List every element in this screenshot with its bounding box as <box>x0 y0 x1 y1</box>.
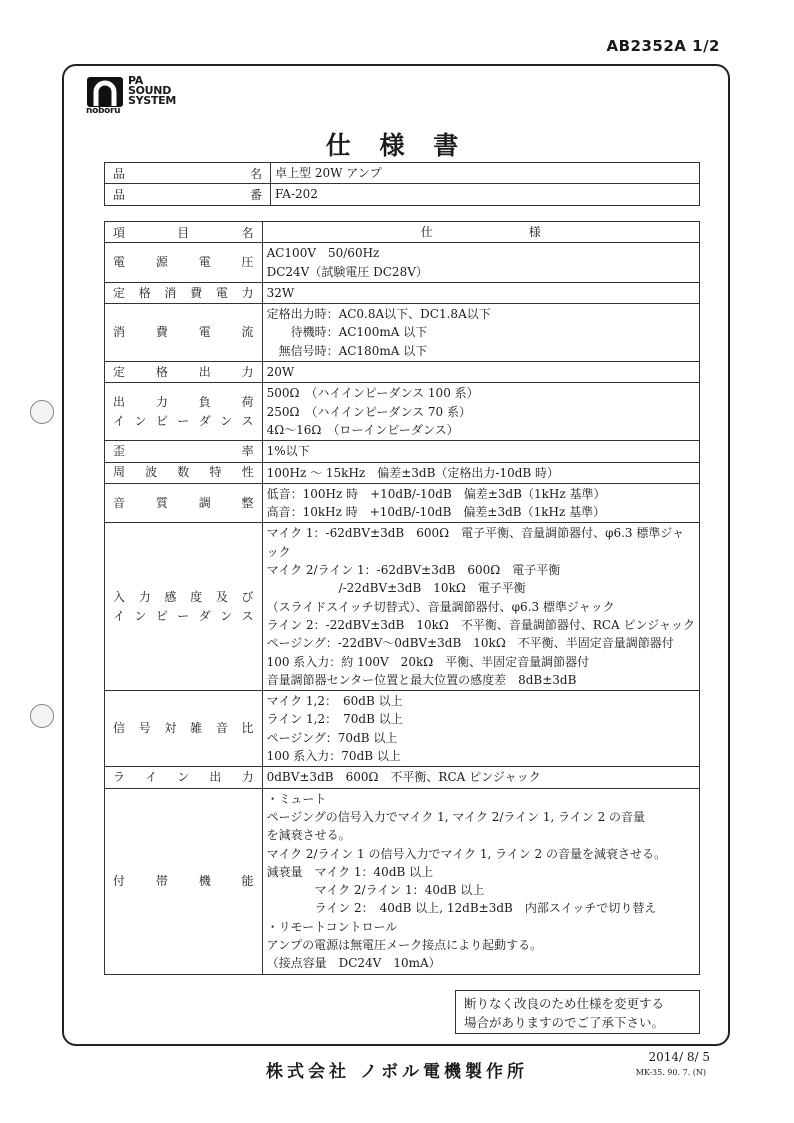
notice-line: 断りなく改良のため仕様を変更する <box>464 996 665 1011</box>
spec-value <box>262 691 699 767</box>
spec-value-line: ライン 2：-22dBV±3dB 10kΩ 不平衡、音量調節器付、RCA ピンジャック <box>266 617 695 632</box>
spec-value-line: ライン 1,2： 70dB 以上 <box>266 712 403 727</box>
spec-value-line: ページング：70dB 以上 <box>266 730 398 745</box>
spec-value-line: /-22dBV±3dB 10kΩ 電子平衡 <box>266 581 526 596</box>
spec-row <box>105 691 700 767</box>
spec-value-line: ライン 2： 40dB 以上, 12dB±3dB 内部スイッチで切り替え <box>266 901 657 916</box>
binder-hole <box>30 400 54 424</box>
spec-row <box>105 282 700 303</box>
logo-brand-text <box>128 76 176 106</box>
spec-value <box>262 462 699 483</box>
spec-value-line: 高音：10kHz 時 +10dB/-10dB 偏差±3dB（1kHz 基準） <box>266 505 606 520</box>
spec-value-line: （接点容量 DC24V 10mA） <box>266 956 441 971</box>
spec-value-line: 音量調節器センター位置と最大位置の感度差 8dB±3dB <box>266 672 577 687</box>
spec-label: 定 格 消 費 電 力 <box>105 282 263 303</box>
document-number: AB2352A 1/2 <box>606 37 720 55</box>
spec-value <box>262 767 699 788</box>
spec-label: 付 帯 機 能 <box>105 788 263 974</box>
spec-value-line: ページングの信号入力でマイク 1, マイク 2/ライン 1, ライン 2 の音量 <box>266 809 646 824</box>
issue-date: 2014/ 8/ 5 <box>648 1050 710 1064</box>
spec-row <box>105 383 700 441</box>
spec-table <box>104 221 700 975</box>
spec-row <box>105 362 700 383</box>
binder-hole <box>30 704 54 728</box>
product-row <box>105 163 700 184</box>
logo-line: PA <box>128 74 143 87</box>
spec-value-line: AC100V 50/60Hz <box>266 246 380 261</box>
spec-value-line: 減衰量 マイク 1：40dB 以上 <box>266 864 434 879</box>
spec-label: 入 力 感 度 及 び イ ン ピ ー ダ ン ス <box>105 523 263 691</box>
spec-value <box>262 243 699 283</box>
spec-value-line: 1%以下 <box>266 444 310 459</box>
spec-value-line: 待機時：AC100mA 以下 <box>266 325 428 340</box>
product-row <box>105 184 700 205</box>
spec-value-line: 無信号時：AC180mA 以下 <box>266 343 428 358</box>
spec-value-line: ・ミュート <box>266 791 327 806</box>
spec-value-line: 低音：100Hz 時 +10dB/-10dB 偏差±3dB（1kHz 基準） <box>266 486 606 501</box>
spec-value-line: マイク 2/ライン 1：40dB 以上 <box>266 883 485 898</box>
spec-value-line: アンプの電源は無電圧メーク接点により起動する。 <box>266 937 543 952</box>
spec-value <box>262 523 699 691</box>
spec-row <box>105 243 700 283</box>
spec-value-line: 100 系入力：約 100V 20kΩ 平衡、半固定音量調節器付 <box>266 654 590 669</box>
spec-row <box>105 483 700 523</box>
spec-label: 定 格 出 力 <box>105 362 263 383</box>
form-code: MK-35. 90. 7. (N) <box>635 1068 706 1077</box>
product-label: 品 名 <box>105 163 271 184</box>
spec-value <box>262 304 699 362</box>
spec-label: 消 費 電 流 <box>105 304 263 362</box>
spec-value-line: 500Ω （ハイインピーダンス 100 系） <box>266 386 479 401</box>
spec-value-line: ック <box>266 544 291 559</box>
spec-label: 電 源 電 圧 <box>105 243 263 283</box>
spec-label: 音 質 調 整 <box>105 483 263 523</box>
spec-row <box>105 304 700 362</box>
spec-row <box>105 523 700 691</box>
logo-subtext: noboru <box>86 106 121 116</box>
spec-value <box>262 383 699 441</box>
spec-value <box>262 362 699 383</box>
spec-value-line: 250Ω （ハイインピーダンス 70 系） <box>266 404 472 419</box>
spec-value-line: 100 系入力：70dB 以上 <box>266 749 401 764</box>
spec-value-line: マイク 2/ライン 1：-62dBV±3dB 600Ω 電子平衡 <box>266 563 561 578</box>
spec-row <box>105 767 700 788</box>
company-name: 株式会社 ノボル電機製作所 <box>266 1062 528 1082</box>
spec-row <box>105 462 700 483</box>
notice-line: 場合がありますのでご了承下さい。 <box>464 1015 665 1030</box>
product-value: 卓上型 20W アンプ <box>271 163 700 184</box>
product-label: 品 番 <box>105 184 271 205</box>
spec-label: 出 力 負 荷 イ ン ピ ー ダ ン ス <box>105 383 263 441</box>
spec-value <box>262 788 699 974</box>
spec-value-line: 100Hz ～ 15kHz 偏差±3dB（定格出力-10dB 時） <box>266 465 560 480</box>
spec-value <box>262 282 699 303</box>
spec-value-line: （スライドスイッチ切替式）、音量調節器付、φ6.3 標準ジャック <box>266 599 615 614</box>
spec-value-line: 20W <box>266 365 295 380</box>
spec-value-line: ・リモートコントロール <box>266 919 398 934</box>
spec-row <box>105 788 700 974</box>
product-value: FA-202 <box>271 184 700 205</box>
spec-value <box>262 483 699 523</box>
spec-label: 歪 率 <box>105 441 263 462</box>
spec-row <box>105 441 700 462</box>
logo-line: SOUND <box>128 84 172 97</box>
spec-header-row <box>105 222 700 243</box>
spec-value-line: マイク 1：-62dBV±3dB 600Ω 電子平衡、音量調節器付、φ6.3 標準ジャ <box>266 526 685 541</box>
spec-value-line: 32W <box>266 285 295 300</box>
product-table <box>104 162 700 206</box>
spec-value-line: マイク 1,2： 60dB 以上 <box>266 694 403 709</box>
spec-value-line: DC24V（試験電圧 DC28V） <box>266 264 428 279</box>
spec-value-line: を減衰させる。 <box>266 828 351 843</box>
spec-label: ラ イ ン 出 力 <box>105 767 263 788</box>
spec-value <box>262 441 699 462</box>
page-title: 仕 様 書 <box>325 131 469 160</box>
spec-label: 信 号 対 雑 音 比 <box>105 691 263 767</box>
spec-value-line: 定格出力時：AC0.8A以下、DC1.8A以下 <box>266 307 491 322</box>
spec-header-item: 項 目 名 <box>105 222 263 243</box>
spec-value-line: 0dBV±3dB 600Ω 不平衡、RCA ピンジャック <box>266 770 541 785</box>
spec-header-spec: 仕 様 <box>262 222 699 243</box>
notice-box <box>455 990 700 1034</box>
spec-value-line: ページング：-22dBV～0dBV±3dB 10kΩ 不平衡、半固定音量調節器付 <box>266 636 674 651</box>
spec-value-line: マイク 2/ライン 1 の信号入力でマイク 1, ライン 2 の音量を減衰させる。 <box>266 846 666 861</box>
spec-label: 周 波 数 特 性 <box>105 462 263 483</box>
logo-line: SYSTEM <box>128 94 176 107</box>
spec-value-line: 4Ω～16Ω （ローインピーダンス） <box>266 422 459 437</box>
